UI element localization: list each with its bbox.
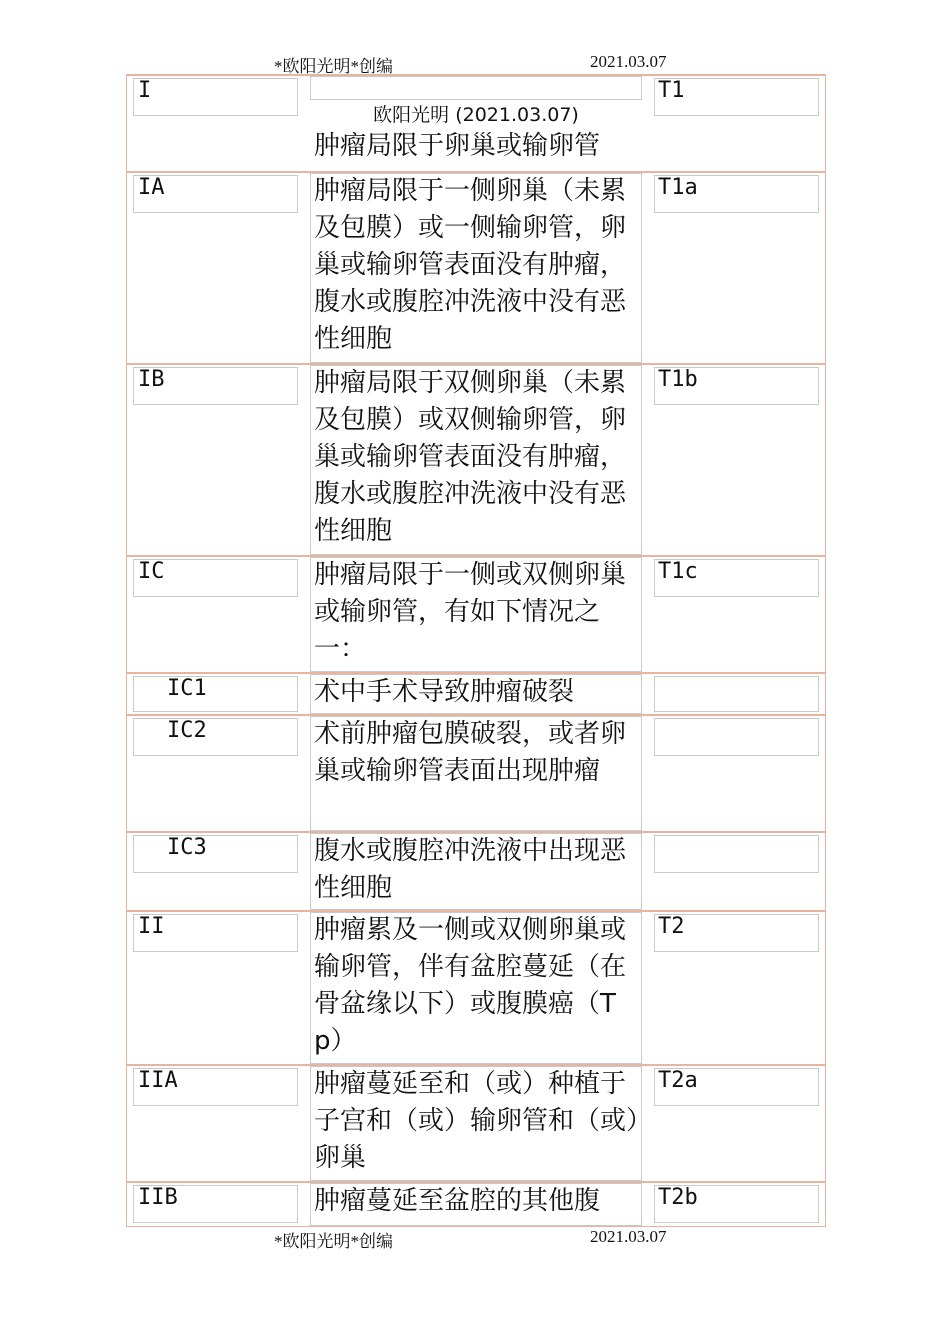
author-note: 欧阳光明 (2021.03.07)	[373, 104, 579, 126]
description-text: 肿瘤局限于卵巢或输卵管	[314, 131, 601, 161]
description-text: 肿瘤累及一侧或双侧卵巢或输卵管，伴有盆腔蔓延（在骨盆缘以下）或腹膜癌（Tp）	[314, 915, 627, 1056]
description-cell	[310, 716, 642, 831]
tnm-cell	[642, 365, 825, 555]
table-row	[127, 672, 825, 714]
description-text: 术中手术导致肿瘤破裂	[314, 677, 575, 707]
stage-label: IIB	[138, 1185, 178, 1210]
table-row	[127, 831, 825, 910]
table-row	[127, 363, 825, 555]
tnm-cell	[642, 557, 825, 672]
table-row	[127, 74, 825, 173]
stage-label: IC1	[167, 676, 207, 701]
table-row	[127, 555, 825, 672]
description-text: 术前肿瘤包膜破裂，或者卵巢或输卵管表面出现肿瘤	[314, 719, 627, 786]
stage-label: IA	[138, 175, 165, 200]
description-cell	[310, 365, 642, 555]
tnm-cell	[642, 912, 825, 1064]
stage-label: I	[138, 78, 152, 103]
staging-table	[126, 74, 826, 1227]
page-header	[0, 52, 950, 76]
tnm-label: T2	[658, 914, 685, 939]
page-footer	[0, 1227, 950, 1251]
description-cell	[310, 1066, 642, 1181]
stage-cell	[127, 365, 310, 555]
stage-cell	[127, 1066, 310, 1181]
description-cell	[310, 833, 642, 910]
description-cell	[310, 674, 642, 714]
description-cell	[310, 76, 642, 173]
stage-label: IC	[138, 559, 165, 584]
footer-author: *欧阳光明*创编	[274, 1232, 393, 1251]
stage-label: II	[138, 914, 165, 939]
tnm-label: T1	[658, 78, 685, 103]
description-text: 腹水或腹腔冲洗液中出现恶性细胞	[314, 836, 627, 903]
stage-label: IIA	[138, 1068, 178, 1093]
stage-cell	[127, 716, 310, 831]
tnm-label: T1c	[658, 559, 698, 584]
table-row	[127, 1181, 825, 1226]
stage-cell	[127, 173, 310, 363]
tnm-label: T1b	[658, 367, 698, 392]
stage-cell	[127, 674, 310, 714]
description-cell	[310, 1183, 642, 1226]
table-row	[127, 171, 825, 363]
tnm-cell	[642, 674, 825, 714]
description-text: 肿瘤局限于双侧卵巢（未累及包膜）或双侧输卵管，卵巢或输卵管表面没有肿瘤，腹水或腹腔冲洗液中没有恶性细胞	[314, 368, 627, 546]
stage-cell	[127, 912, 310, 1064]
tnm-cell	[642, 833, 825, 910]
tnm-cell	[642, 716, 825, 831]
stage-cell	[127, 557, 310, 672]
stage-label: IB	[138, 367, 165, 392]
tnm-cell	[642, 173, 825, 363]
description-text: 肿瘤局限于一侧卵巢（未累及包膜）或一侧输卵管，卵巢或输卵管表面没有肿瘤，腹水或腹腔冲洗液中没有恶性细胞	[314, 176, 627, 354]
footer-date: 2021.03.07	[590, 1227, 667, 1246]
tnm-cell	[642, 1066, 825, 1181]
tnm-label: T2b	[658, 1185, 698, 1210]
description-text: 肿瘤蔓延至和（或）种植于子宫和（或）输卵管和（或）卵巢	[314, 1069, 640, 1173]
table-row	[127, 1064, 825, 1181]
header-author: *欧阳光明*创编	[274, 57, 393, 76]
stage-cell	[127, 833, 310, 910]
tnm-label: T1a	[658, 175, 698, 200]
stage-label: IC2	[167, 718, 207, 743]
table-row	[127, 910, 825, 1064]
description-cell	[310, 912, 642, 1064]
description-cell	[310, 173, 642, 363]
table-row	[127, 714, 825, 831]
tnm-cell	[642, 76, 825, 173]
tnm-cell	[642, 1183, 825, 1226]
stage-cell	[127, 76, 310, 173]
description-text: 肿瘤蔓延至盆腔的其他腹	[314, 1186, 601, 1216]
description-cell	[310, 557, 642, 672]
description-text: 肿瘤局限于一侧或双侧卵巢或输卵管，有如下情况之一：	[314, 560, 627, 664]
tnm-label: T2a	[658, 1068, 698, 1093]
header-date: 2021.03.07	[590, 52, 667, 71]
stage-cell	[127, 1183, 310, 1226]
stage-label: IC3	[167, 835, 207, 860]
